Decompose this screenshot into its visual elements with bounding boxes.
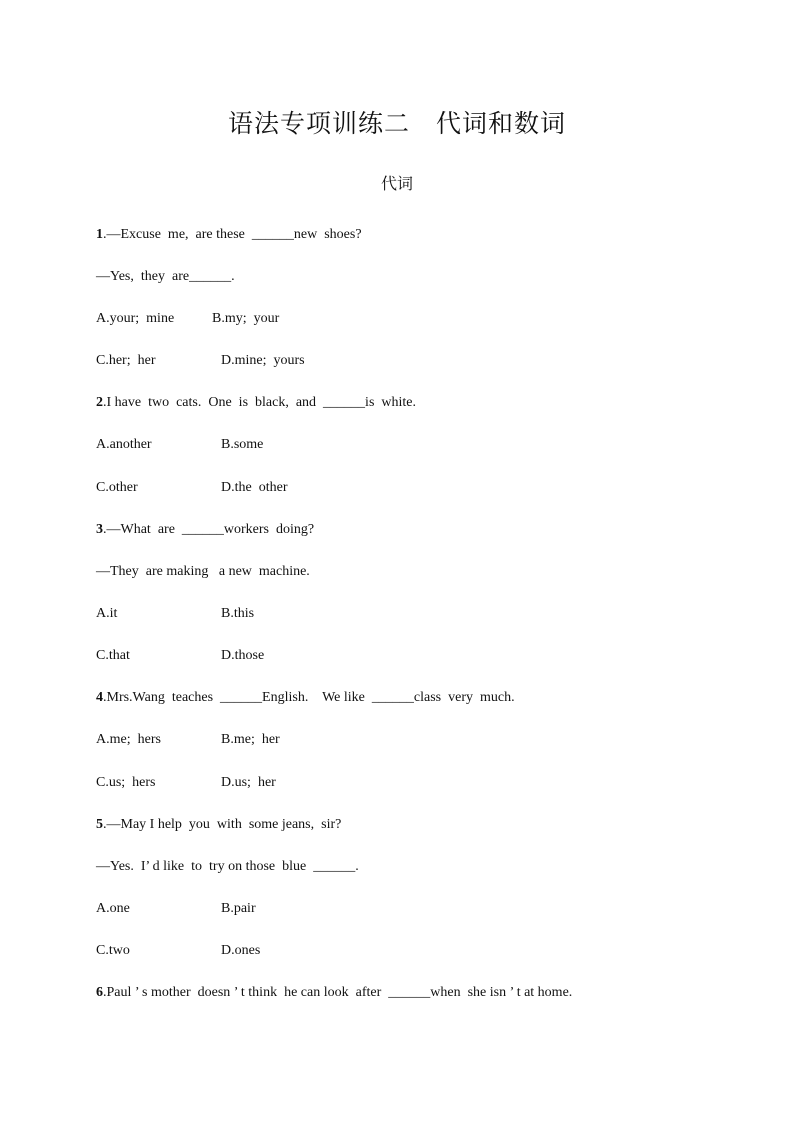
question-5-stem: 5.—May I help you with some jeans, sir?	[96, 817, 342, 832]
question-number: 5	[96, 817, 103, 832]
question-2-option-d: D.the other	[221, 480, 288, 495]
section-heading: 代词	[380, 174, 413, 193]
question-3-answer-line: —They are making a new machine.	[96, 564, 310, 579]
page-title: 语法专项训练二 代词和数词	[227, 109, 566, 138]
question-5-option-b: B.pair	[221, 901, 256, 916]
question-number: 3	[96, 522, 103, 537]
question-3-option-a: A.it	[96, 606, 118, 621]
question-5-option-c: C.two	[96, 943, 130, 958]
question-1-option-a: A.your; mine	[96, 311, 175, 326]
question-number: 4	[96, 690, 103, 705]
question-number: 6	[96, 985, 103, 1000]
question-3-option-d: D.those	[221, 648, 265, 663]
question-6-stem: 6.Paul ’ s mother doesn ’ t think he can look after ______when she isn ’ t at home.	[96, 985, 573, 1000]
question-2-option-b: B.some	[221, 437, 264, 452]
question-number: 1	[96, 227, 103, 242]
question-1-stem: 1.—Excuse me, are these ______new shoes?	[96, 227, 362, 242]
question-2-option-c: C.other	[96, 480, 138, 495]
question-3-option-c: C.that	[96, 648, 130, 663]
question-5-option-a: A.one	[96, 901, 130, 916]
question-1-option-d: D.mine; yours	[221, 353, 305, 368]
question-4-stem: 4.Mrs.Wang teaches ______English. We like ______class very much.	[96, 690, 515, 705]
question-5-option-d: D.ones	[221, 943, 261, 958]
question-number: 2	[96, 395, 103, 410]
question-3-stem: 3.—What are ______workers doing?	[96, 522, 315, 537]
question-1-option-b: B.my; your	[212, 311, 280, 326]
question-5-answer-line: —Yes. I’ d like to try on those blue ______.	[96, 859, 359, 874]
question-4-option-c: C.us; hers	[96, 775, 156, 790]
question-2-option-a: A.another	[96, 437, 152, 452]
question-4-option-b: B.me; her	[221, 732, 280, 747]
question-3-option-b: B.this	[221, 606, 255, 621]
question-4-option-d: D.us; her	[221, 775, 276, 790]
question-1-answer-line: —Yes, they are______.	[96, 269, 235, 284]
question-1-option-c: C.her; her	[96, 353, 156, 368]
question-2-stem: 2.I have two cats. One is black, and ______is white.	[96, 395, 416, 410]
question-4-option-a: A.me; hers	[96, 732, 161, 747]
